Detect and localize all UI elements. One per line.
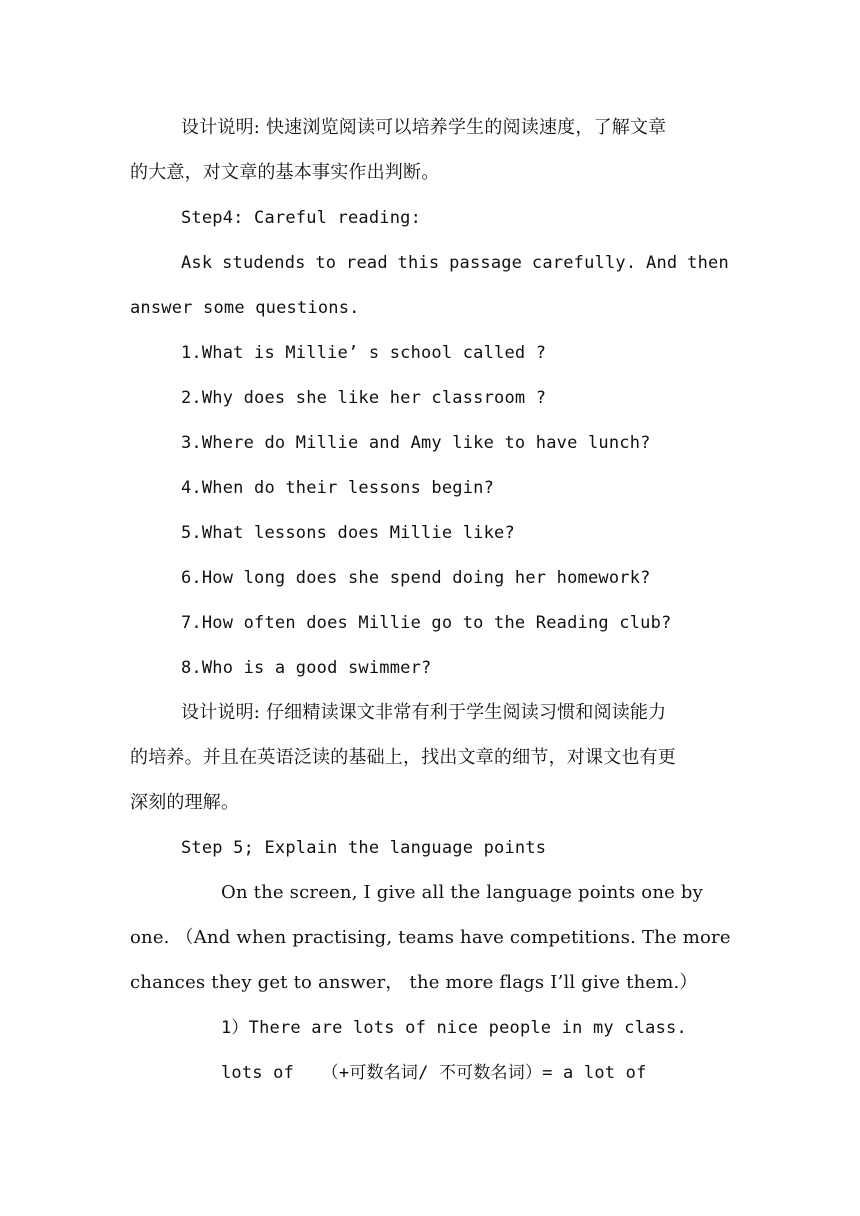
design-note-1-line-1: 设计说明: 快速浏览阅读可以培养学生的阅读速度，了解文章 [181,117,667,138]
question-item: 1.What is Millie’ s school called ? [181,343,547,363]
question-item: 2.Why does she like her classroom ? [181,388,547,408]
question-item: 8.Who is a good swimmer? [181,658,432,678]
instruction-word: this [397,253,440,273]
instruction-word: And [646,253,678,273]
question-item: 3.Where do Millie and Amy like to have lunch? [181,433,651,453]
design-note-2-line-1: 设计说明: 仔细精读课文非常有利于学生阅读习惯和阅读能力 [181,702,667,723]
step4-heading: Step4: Careful reading: [181,208,422,228]
design-note-1-line-2: 的大意，对文章的基本事实作出判断。 [130,162,440,183]
explanation-line-1: On the screen, I give all the language points one by [221,882,703,903]
explanation-line-2: one. （And when practising, teams have competitions. The more [130,927,731,948]
question-item: 5.What lessons does Millie like? [181,523,515,543]
instruction-word: passage [449,253,523,273]
instruction-word: studends [222,253,306,273]
instruction-word: to [315,253,337,273]
question-item: 7.How often does Millie go to the Reading club? [181,613,672,633]
instruction-word: then [687,253,729,273]
explanation-line-3: chances they get to answer， the more flags I’ll give them.） [130,972,698,993]
question-item: 6.How long does she spend doing her homework? [181,568,651,588]
step5-heading: Step 5; Explain the language points [181,838,547,858]
language-point-1: 1）There are lots of nice people in my class. [221,1018,687,1038]
language-point-1-note: lots of （+可数名词/ 不可数名词）= a lot of [221,1063,647,1083]
instruction-line-1 [181,251,729,275]
design-note-2-line-3: 深刻的理解。 [130,792,240,813]
question-item: 4.When do their lessons begin? [181,478,495,498]
instruction-word: Ask [181,253,213,273]
instruction-word: carefully. [531,253,637,273]
design-note-2-line-2: 的培养。并且在英语泛读的基础上，找出文章的细节，对课文也有更 [130,747,676,768]
instruction-line-2: answer some questions. [130,298,360,318]
instruction-word: read [346,253,388,273]
